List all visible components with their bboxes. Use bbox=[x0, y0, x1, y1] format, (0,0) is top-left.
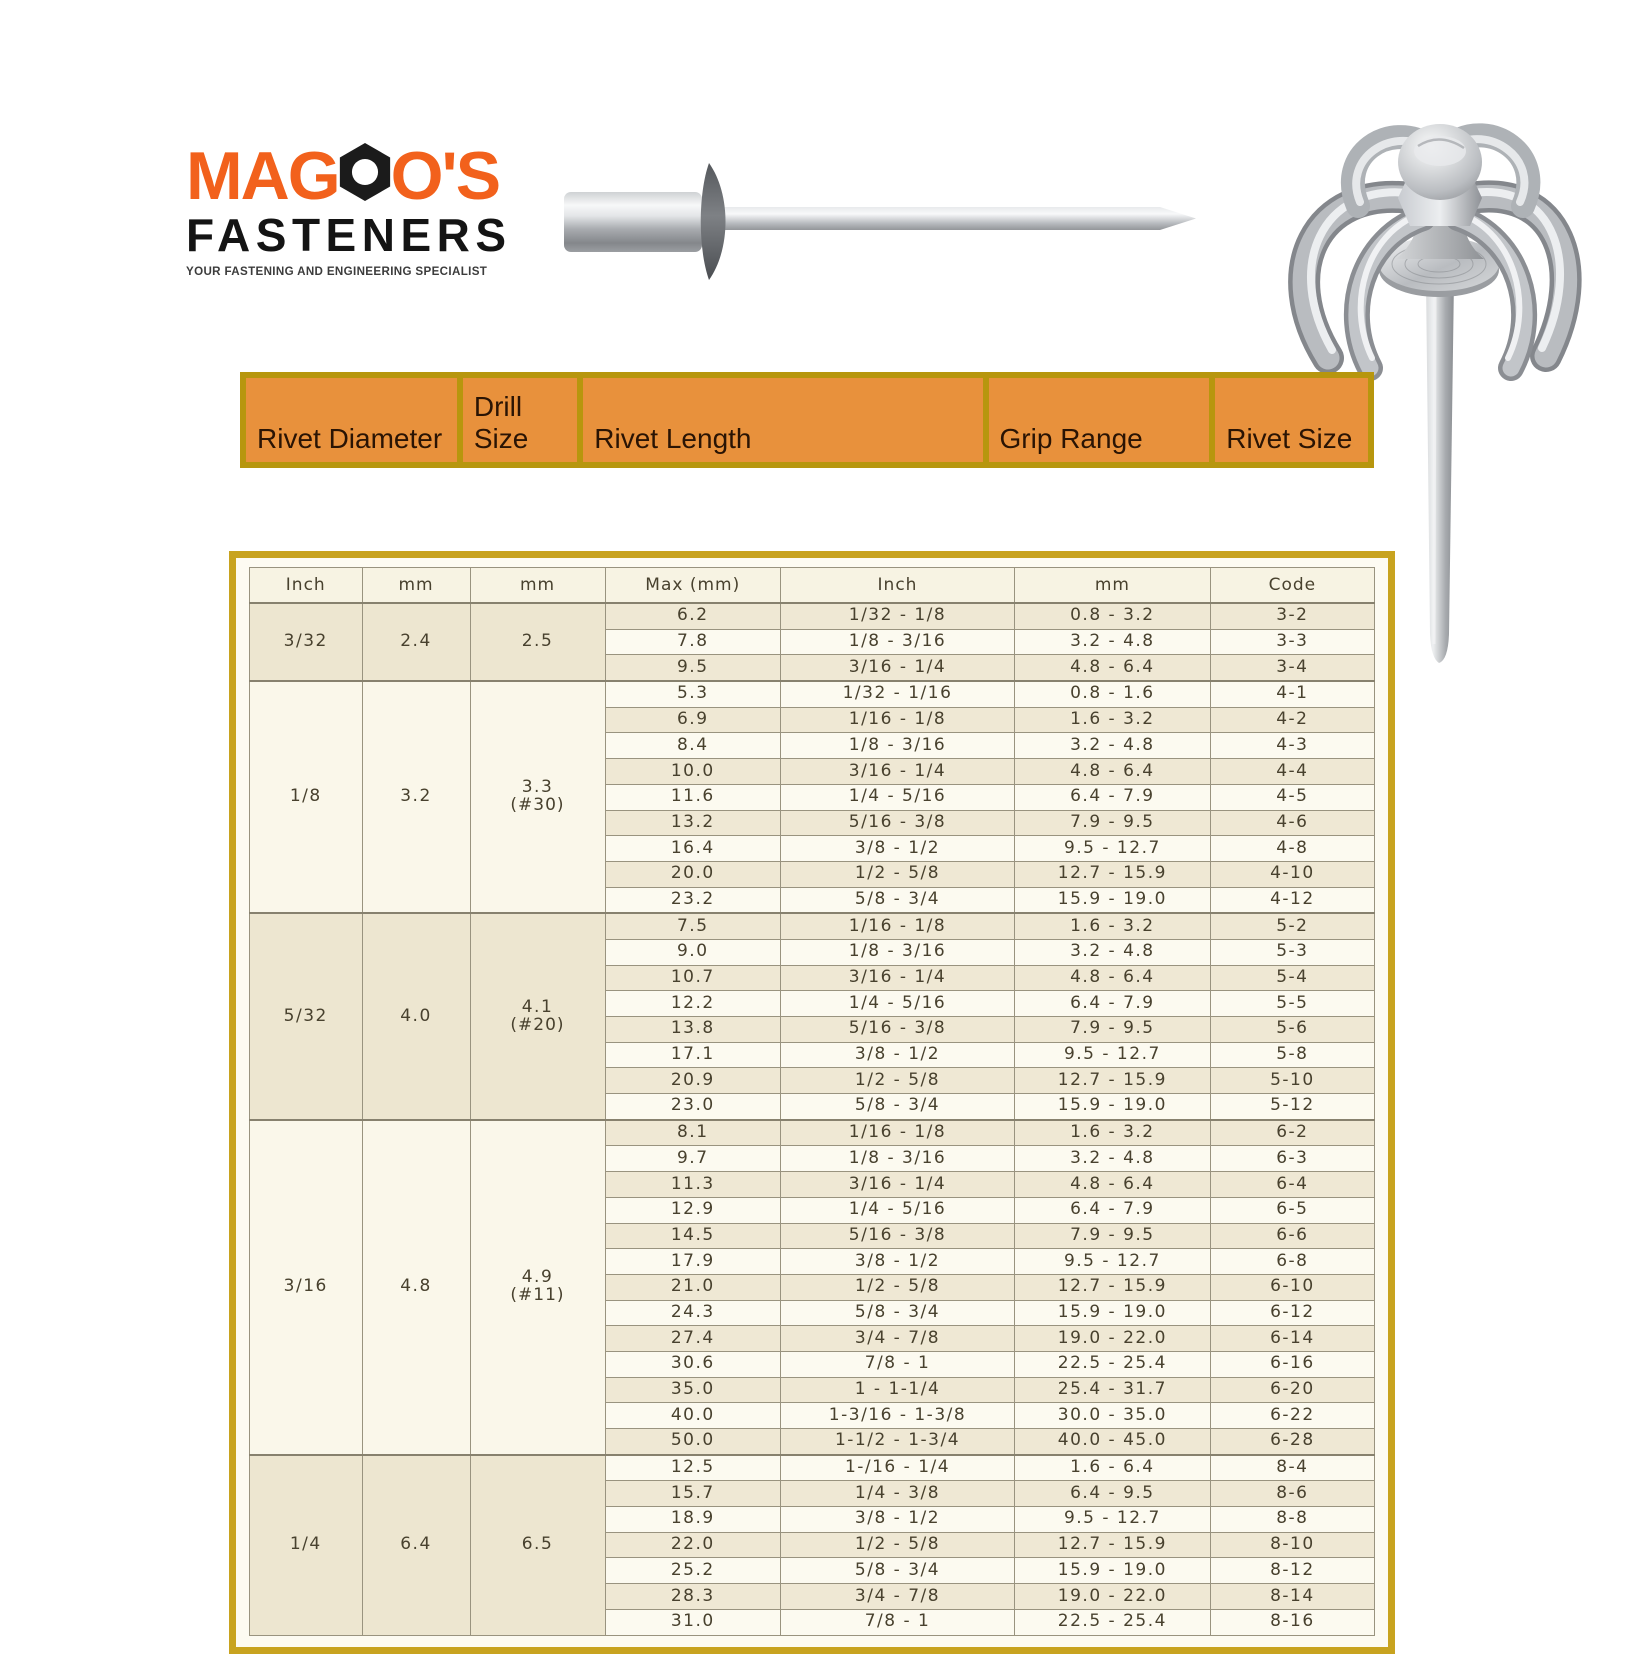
grip-range-mm-cell: 6.4 - 7.9 bbox=[1015, 1197, 1211, 1223]
spec-col-label: Grip Range bbox=[999, 422, 1143, 454]
rivet-length-cell: 11.3 bbox=[605, 1172, 781, 1198]
grip-range-mm-cell: 6.4 - 9.5 bbox=[1015, 1481, 1211, 1507]
spec-header-bar bbox=[240, 372, 1374, 468]
grip-range-inch-cell: 1/2 - 5/8 bbox=[781, 1274, 1015, 1300]
rivet-code-cell: 5-8 bbox=[1210, 1042, 1374, 1068]
rivet-length-cell: 15.7 bbox=[605, 1481, 781, 1507]
table-row bbox=[250, 603, 1375, 629]
rivet-length-cell: 25.2 bbox=[605, 1558, 781, 1584]
grip-range-inch-cell: 3/4 - 7/8 bbox=[781, 1584, 1015, 1610]
brand-logo bbox=[186, 137, 516, 278]
grip-range-mm-cell: 15.9 - 19.0 bbox=[1015, 1300, 1211, 1326]
rivet-length-cell: 24.3 bbox=[605, 1300, 781, 1326]
grip-range-inch-cell: 5/16 - 3/8 bbox=[781, 1223, 1015, 1249]
grip-range-mm-cell: 3.2 - 4.8 bbox=[1015, 733, 1211, 759]
grip-range-mm-cell: 9.5 - 12.7 bbox=[1015, 1507, 1211, 1533]
diameter-mm-cell: 2.4 bbox=[362, 603, 470, 681]
brand-tagline: YOUR FASTENING AND ENGINEERING SPECIALIST bbox=[186, 264, 488, 278]
grip-range-inch-cell: 1/2 - 5/8 bbox=[781, 1532, 1015, 1558]
diameter-mm-cell: 4.0 bbox=[362, 913, 470, 1120]
grip-range-mm-cell: 1.6 - 6.4 bbox=[1015, 1455, 1211, 1481]
rivet-code-cell: 6-4 bbox=[1210, 1172, 1374, 1198]
rivet-length-cell: 14.5 bbox=[605, 1223, 781, 1249]
rivet-code-cell: 3-4 bbox=[1210, 655, 1374, 681]
grip-range-mm-cell: 4.8 - 6.4 bbox=[1015, 1172, 1211, 1198]
rivet-code-cell: 4-8 bbox=[1210, 836, 1374, 862]
spec-col-rivet-length bbox=[583, 378, 982, 462]
grip-range-inch-cell: 5/8 - 3/4 bbox=[781, 1300, 1015, 1326]
grip-range-mm-cell: 3.2 - 4.8 bbox=[1015, 939, 1211, 965]
grip-range-inch-cell: 5/16 - 3/8 bbox=[781, 810, 1015, 836]
rivet-code-cell: 4-2 bbox=[1210, 707, 1374, 733]
diameter-inch-cell: 1/4 bbox=[250, 1455, 363, 1635]
brand-word-magoos bbox=[186, 137, 516, 214]
rivet-code-cell: 6-2 bbox=[1210, 1120, 1374, 1146]
grip-range-inch-cell: 1/8 - 3/16 bbox=[781, 629, 1015, 655]
grip-range-inch-cell: 3/8 - 1/2 bbox=[781, 1042, 1015, 1068]
rivet-code-cell: 5-3 bbox=[1210, 939, 1374, 965]
grip-range-mm-cell: 0.8 - 3.2 bbox=[1015, 603, 1211, 629]
grip-range-inch-cell: 1/4 - 3/8 bbox=[781, 1481, 1015, 1507]
grip-range-mm-cell: 9.5 - 12.7 bbox=[1015, 836, 1211, 862]
grip-range-inch-cell: 1/8 - 3/16 bbox=[781, 939, 1015, 965]
grip-range-mm-cell: 6.4 - 7.9 bbox=[1015, 991, 1211, 1017]
rivet-code-cell: 4-1 bbox=[1210, 681, 1374, 707]
spec-col-label: Rivet Length bbox=[594, 422, 752, 454]
rivet-length-cell: 10.0 bbox=[605, 759, 781, 785]
column-header: Code bbox=[1210, 568, 1374, 604]
grip-range-inch-cell: 1/4 - 5/16 bbox=[781, 784, 1015, 810]
grip-range-mm-cell: 7.9 - 9.5 bbox=[1015, 1223, 1211, 1249]
grip-range-mm-cell: 40.0 - 45.0 bbox=[1015, 1429, 1211, 1455]
column-header: Inch bbox=[781, 568, 1015, 604]
column-header: mm bbox=[362, 568, 470, 604]
grip-range-inch-cell: 1/4 - 5/16 bbox=[781, 1197, 1015, 1223]
rivet-code-cell: 4-5 bbox=[1210, 784, 1374, 810]
rivet-length-cell: 13.8 bbox=[605, 1017, 781, 1043]
rivet-length-cell: 30.6 bbox=[605, 1351, 781, 1377]
rivet-length-cell: 35.0 bbox=[605, 1377, 781, 1403]
diameter-inch-cell: 1/8 bbox=[250, 681, 363, 913]
grip-range-inch-cell: 1/16 - 1/8 bbox=[781, 707, 1015, 733]
spec-col-label: Rivet Size bbox=[1226, 422, 1353, 454]
rivet-code-cell: 4-3 bbox=[1210, 733, 1374, 759]
rivet-code-cell: 5-4 bbox=[1210, 965, 1374, 991]
rivet-length-cell: 8.4 bbox=[605, 733, 781, 759]
rivet-code-cell: 6-22 bbox=[1210, 1403, 1374, 1429]
rivet-length-cell: 16.4 bbox=[605, 836, 781, 862]
grip-range-inch-cell: 3/16 - 1/4 bbox=[781, 655, 1015, 681]
grip-range-mm-cell: 3.2 - 4.8 bbox=[1015, 629, 1211, 655]
table-head bbox=[250, 568, 1375, 604]
grip-range-mm-cell: 15.9 - 19.0 bbox=[1015, 1094, 1211, 1120]
hex-nut-icon bbox=[336, 142, 394, 213]
spec-col-label: Drill Size bbox=[473, 391, 529, 454]
rivet-code-cell: 6-5 bbox=[1210, 1197, 1374, 1223]
grip-range-inch-cell: 1-1/2 - 1-3/4 bbox=[781, 1429, 1015, 1455]
grip-range-mm-cell: 1.6 - 3.2 bbox=[1015, 707, 1211, 733]
rivet-code-cell: 3-2 bbox=[1210, 603, 1374, 629]
rivet-length-cell: 12.2 bbox=[605, 991, 781, 1017]
rivet-code-cell: 6-6 bbox=[1210, 1223, 1374, 1249]
table-body bbox=[250, 603, 1375, 1635]
rivet-length-cell: 9.5 bbox=[605, 655, 781, 681]
rivet-code-cell: 5-5 bbox=[1210, 991, 1374, 1017]
rivet-length-cell: 31.0 bbox=[605, 1609, 781, 1635]
grip-range-mm-cell: 22.5 - 25.4 bbox=[1015, 1351, 1211, 1377]
grip-range-inch-cell: 3/16 - 1/4 bbox=[781, 759, 1015, 785]
rivet-code-cell: 8-14 bbox=[1210, 1584, 1374, 1610]
rivet-length-cell: 20.0 bbox=[605, 861, 781, 887]
rivet-code-cell: 4-12 bbox=[1210, 887, 1374, 913]
rivet-length-cell: 7.8 bbox=[605, 629, 781, 655]
grip-range-inch-cell: 1 - 1-1/4 bbox=[781, 1377, 1015, 1403]
grip-range-inch-cell: 1/4 - 5/16 bbox=[781, 991, 1015, 1017]
rivet-length-cell: 22.0 bbox=[605, 1532, 781, 1558]
grip-range-mm-cell: 7.9 - 9.5 bbox=[1015, 1017, 1211, 1043]
table-row bbox=[250, 913, 1375, 939]
rivet-length-cell: 11.6 bbox=[605, 784, 781, 810]
brand-word-suffix: O'S bbox=[390, 137, 500, 214]
rivet-length-cell: 17.9 bbox=[605, 1249, 781, 1275]
spec-col-grip-range bbox=[989, 378, 1210, 462]
grip-range-inch-cell: 1-3/16 - 1-3/8 bbox=[781, 1403, 1015, 1429]
grip-range-mm-cell: 4.8 - 6.4 bbox=[1015, 655, 1211, 681]
drill-size-cell: 4.1 (#20) bbox=[470, 913, 605, 1120]
rivet-code-cell: 8-10 bbox=[1210, 1532, 1374, 1558]
rivet-length-cell: 17.1 bbox=[605, 1042, 781, 1068]
grip-range-mm-cell: 3.2 - 4.8 bbox=[1015, 1146, 1211, 1172]
rivet-code-cell: 4-4 bbox=[1210, 759, 1374, 785]
rivet-length-cell: 6.9 bbox=[605, 707, 781, 733]
grip-range-mm-cell: 30.0 - 35.0 bbox=[1015, 1403, 1211, 1429]
rivet-length-cell: 9.0 bbox=[605, 939, 781, 965]
rivet-length-cell: 27.4 bbox=[605, 1326, 781, 1352]
grip-range-inch-cell: 5/8 - 3/4 bbox=[781, 1094, 1015, 1120]
grip-range-mm-cell: 0.8 - 1.6 bbox=[1015, 681, 1211, 707]
grip-range-inch-cell: 1/16 - 1/8 bbox=[781, 913, 1015, 939]
drill-size-cell: 6.5 bbox=[470, 1455, 605, 1635]
grip-range-inch-cell: 1/32 - 1/16 bbox=[781, 681, 1015, 707]
table-row bbox=[250, 681, 1375, 707]
column-header: mm bbox=[470, 568, 605, 604]
rivet-code-cell: 6-10 bbox=[1210, 1274, 1374, 1300]
table-row bbox=[250, 1455, 1375, 1481]
rivet-code-cell: 5-10 bbox=[1210, 1068, 1374, 1094]
table-row bbox=[250, 1120, 1375, 1146]
grip-range-inch-cell: 1/16 - 1/8 bbox=[781, 1120, 1015, 1146]
grip-range-inch-cell: 5/8 - 3/4 bbox=[781, 1558, 1015, 1584]
rivet-code-cell: 4-6 bbox=[1210, 810, 1374, 836]
grip-range-inch-cell: 1-/16 - 1/4 bbox=[781, 1455, 1015, 1481]
rivet-length-cell: 40.0 bbox=[605, 1403, 781, 1429]
grip-range-mm-cell: 22.5 - 25.4 bbox=[1015, 1609, 1211, 1635]
grip-range-inch-cell: 1/8 - 3/16 bbox=[781, 733, 1015, 759]
grip-range-inch-cell: 3/4 - 7/8 bbox=[781, 1326, 1015, 1352]
grip-range-mm-cell: 12.7 - 15.9 bbox=[1015, 1532, 1211, 1558]
rivet-length-cell: 13.2 bbox=[605, 810, 781, 836]
grip-range-inch-cell: 5/16 - 3/8 bbox=[781, 1017, 1015, 1043]
spec-col-rivet-size bbox=[1215, 378, 1368, 462]
diameter-mm-cell: 4.8 bbox=[362, 1120, 470, 1455]
spec-col-rivet-diameter bbox=[246, 378, 457, 462]
grip-range-mm-cell: 19.0 - 22.0 bbox=[1015, 1326, 1211, 1352]
grip-range-inch-cell: 7/8 - 1 bbox=[781, 1351, 1015, 1377]
grip-range-inch-cell: 1/32 - 1/8 bbox=[781, 603, 1015, 629]
rivet-code-cell: 6-3 bbox=[1210, 1146, 1374, 1172]
column-header: mm bbox=[1015, 568, 1211, 604]
rivet-length-cell: 23.2 bbox=[605, 887, 781, 913]
rivet-length-cell: 10.7 bbox=[605, 965, 781, 991]
drill-size-cell: 2.5 bbox=[470, 603, 605, 681]
rivet-code-cell: 4-10 bbox=[1210, 861, 1374, 887]
diameter-inch-cell: 3/32 bbox=[250, 603, 363, 681]
rivet-code-cell: 8-4 bbox=[1210, 1455, 1374, 1481]
grip-range-mm-cell: 1.6 - 3.2 bbox=[1015, 913, 1211, 939]
blind-rivet-image bbox=[558, 150, 1206, 285]
grip-range-mm-cell: 12.7 - 15.9 bbox=[1015, 1274, 1211, 1300]
grip-range-mm-cell: 7.9 - 9.5 bbox=[1015, 810, 1211, 836]
grip-range-inch-cell: 3/8 - 1/2 bbox=[781, 836, 1015, 862]
drill-size-cell: 3.3 (#30) bbox=[470, 681, 605, 913]
rivet-table-frame bbox=[229, 551, 1395, 1654]
spec-col-label: Rivet Diameter bbox=[257, 422, 443, 454]
rivet-length-cell: 7.5 bbox=[605, 913, 781, 939]
drill-size-cell: 4.9 (#11) bbox=[470, 1120, 605, 1455]
grip-range-mm-cell: 15.9 - 19.0 bbox=[1015, 1558, 1211, 1584]
grip-range-mm-cell: 12.7 - 15.9 bbox=[1015, 1068, 1211, 1094]
rivet-code-cell: 6-14 bbox=[1210, 1326, 1374, 1352]
grip-range-inch-cell: 3/16 - 1/4 bbox=[781, 1172, 1015, 1198]
grip-range-mm-cell: 15.9 - 19.0 bbox=[1015, 887, 1211, 913]
grip-range-inch-cell: 3/8 - 1/2 bbox=[781, 1249, 1015, 1275]
grip-range-mm-cell: 19.0 - 22.0 bbox=[1015, 1584, 1211, 1610]
rivet-code-cell: 8-12 bbox=[1210, 1558, 1374, 1584]
diameter-inch-cell: 3/16 bbox=[250, 1120, 363, 1455]
rivet-code-cell: 6-28 bbox=[1210, 1429, 1374, 1455]
rivet-code-cell: 6-20 bbox=[1210, 1377, 1374, 1403]
grip-range-mm-cell: 12.7 - 15.9 bbox=[1015, 861, 1211, 887]
diameter-mm-cell: 3.2 bbox=[362, 681, 470, 913]
rivet-spec-table bbox=[249, 567, 1375, 1636]
grip-range-inch-cell: 1/2 - 5/8 bbox=[781, 1068, 1015, 1094]
diameter-mm-cell: 6.4 bbox=[362, 1455, 470, 1635]
grip-range-mm-cell: 9.5 - 12.7 bbox=[1015, 1249, 1211, 1275]
grip-range-mm-cell: 4.8 - 6.4 bbox=[1015, 759, 1211, 785]
grip-range-mm-cell: 4.8 - 6.4 bbox=[1015, 965, 1211, 991]
column-header: Inch bbox=[250, 568, 363, 604]
grip-range-inch-cell: 7/8 - 1 bbox=[781, 1609, 1015, 1635]
grip-range-mm-cell: 9.5 - 12.7 bbox=[1015, 1042, 1211, 1068]
spec-col-drill-size bbox=[463, 378, 577, 462]
grip-range-mm-cell: 25.4 - 31.7 bbox=[1015, 1377, 1211, 1403]
rivet-length-cell: 23.0 bbox=[605, 1094, 781, 1120]
rivet-length-cell: 8.1 bbox=[605, 1120, 781, 1146]
rivet-code-cell: 5-2 bbox=[1210, 913, 1374, 939]
rivet-code-cell: 3-3 bbox=[1210, 629, 1374, 655]
rivet-code-cell: 6-12 bbox=[1210, 1300, 1374, 1326]
rivet-code-cell: 8-16 bbox=[1210, 1609, 1374, 1635]
rivet-code-cell: 8-6 bbox=[1210, 1481, 1374, 1507]
grip-range-inch-cell: 1/8 - 3/16 bbox=[781, 1146, 1015, 1172]
grip-range-mm-cell: 1.6 - 3.2 bbox=[1015, 1120, 1211, 1146]
brand-word-fasteners: FASTENERS bbox=[186, 209, 512, 261]
brand-word-prefix: MAG bbox=[186, 137, 339, 214]
rivet-length-cell: 18.9 bbox=[605, 1507, 781, 1533]
grip-range-inch-cell: 1/2 - 5/8 bbox=[781, 861, 1015, 887]
grip-range-mm-cell: 6.4 - 7.9 bbox=[1015, 784, 1211, 810]
rivet-code-cell: 8-8 bbox=[1210, 1507, 1374, 1533]
grip-range-inch-cell: 3/16 - 1/4 bbox=[781, 965, 1015, 991]
rivet-length-cell: 50.0 bbox=[605, 1429, 781, 1455]
rivet-length-cell: 6.2 bbox=[605, 603, 781, 629]
rivet-length-cell: 20.9 bbox=[605, 1068, 781, 1094]
grip-range-inch-cell: 3/8 - 1/2 bbox=[781, 1507, 1015, 1533]
column-header: Max (mm) bbox=[605, 568, 781, 604]
rivet-length-cell: 12.5 bbox=[605, 1455, 781, 1481]
diameter-inch-cell: 5/32 bbox=[250, 913, 363, 1120]
rivet-length-cell: 12.9 bbox=[605, 1197, 781, 1223]
rivet-length-cell: 21.0 bbox=[605, 1274, 781, 1300]
grip-range-inch-cell: 5/8 - 3/4 bbox=[781, 887, 1015, 913]
rivet-code-cell: 5-12 bbox=[1210, 1094, 1374, 1120]
rivet-length-cell: 28.3 bbox=[605, 1584, 781, 1610]
rivet-code-cell: 6-8 bbox=[1210, 1249, 1374, 1275]
rivet-code-cell: 5-6 bbox=[1210, 1017, 1374, 1043]
rivet-code-cell: 6-16 bbox=[1210, 1351, 1374, 1377]
rivet-length-cell: 9.7 bbox=[605, 1146, 781, 1172]
rivet-length-cell: 5.3 bbox=[605, 681, 781, 707]
